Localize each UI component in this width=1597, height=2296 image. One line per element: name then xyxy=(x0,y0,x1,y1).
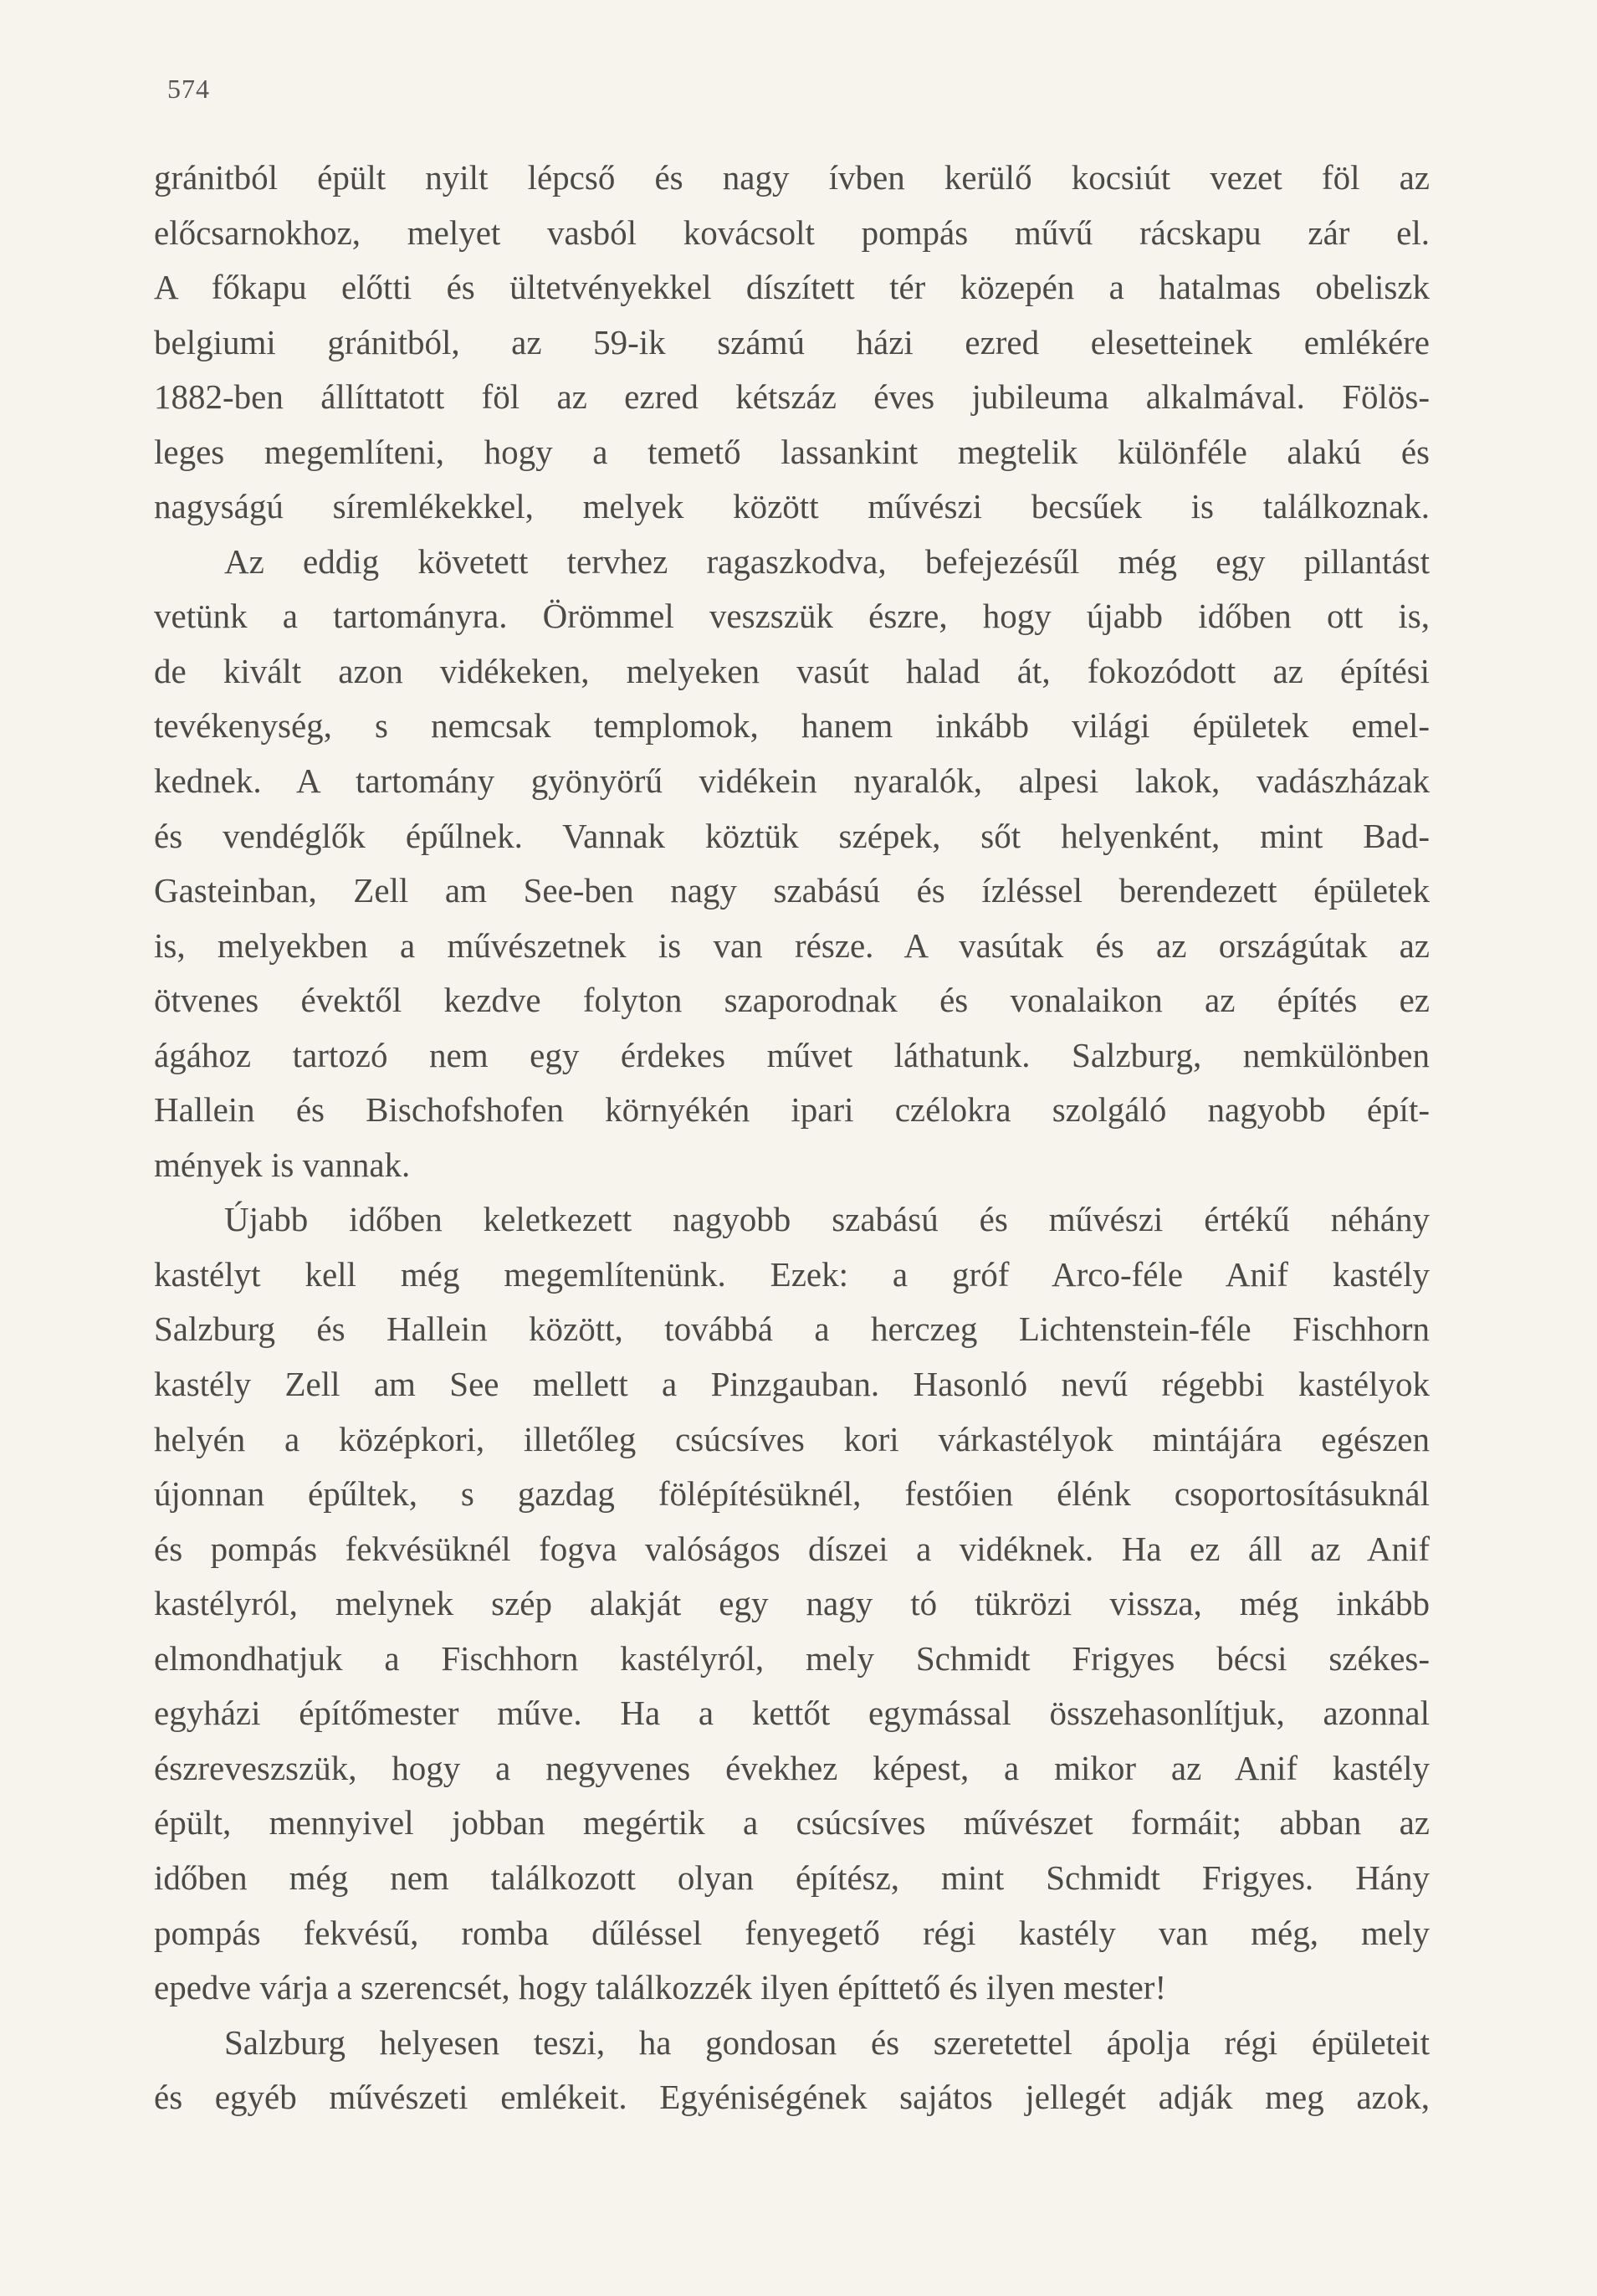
text-line: és pompás fekvésüknél fogva valóságos díszei a vidéknek. Ha ez áll az Anif xyxy=(154,1529,1430,1568)
text-line: vetünk a tartományra. Örömmel veszszük észre, hogy újabb időben ott is, xyxy=(154,597,1430,636)
text-line: Az eddig követett tervhez ragaszkodva, befejezésűl még egy pillantást xyxy=(224,541,1430,581)
text-line: A főkapu előtti és ültetvényekkel díszített tér közepén a hatalmas obeliszk xyxy=(154,268,1430,307)
text-line: pompás fekvésű, romba dűléssel fenyegető régi kastély van még, mely xyxy=(154,1913,1430,1952)
text-line: is, melyekben a művészetnek is van része. A vasútak és az országútak az xyxy=(154,925,1430,965)
text-line: tevékenység, s nemcsak templomok, hanem inkább világi épületek emel- xyxy=(154,706,1430,746)
text-line: és egyéb művészeti emlékeit. Egyéniségének sajátos jellegét adják meg azok, xyxy=(154,2078,1430,2117)
text-line: kastélyról, melynek szép alakját egy nagy tó tükrözi vissza, még inkább xyxy=(154,1584,1430,1623)
text-line: ötvenes évektől kezdve folyton szaporodnak és vonalaikon az építés ez xyxy=(154,981,1430,1020)
text-line: helyén a középkori, illetőleg csúcsíves kori várkastélyok mintájára egészen xyxy=(154,1419,1430,1458)
text-line: nagyságú síremlékekkel, melyek között művészi becsűek is találkoznak. xyxy=(154,487,1430,526)
text-line: kastély Zell am See mellett a Pinzgauban. Hasonló nevű régebbi kastélyok xyxy=(154,1365,1430,1404)
text-line: időben még nem találkozott olyan építész, mint Schmidt Frigyes. Hány xyxy=(154,1858,1430,1897)
text-line: ágához tartozó nem egy érdekes művet láthatunk. Salzburg, nemkülönben xyxy=(154,1035,1430,1074)
text-line: Gasteinban, Zell am See-ben nagy szabású és ízléssel berendezett épületek xyxy=(154,871,1430,910)
text-line: Salzburg és Hallein között, továbbá a herczeg Lichtenstein-féle Fischhorn xyxy=(154,1309,1430,1349)
text-line: elmondhatjuk a Fischhorn kastélyról, mely Schmidt Frigyes bécsi székes- xyxy=(154,1638,1430,1678)
text-line: leges megemlíteni, hogy a temető lassankint megtelik különféle alakú és xyxy=(154,432,1430,471)
text-line: épült, mennyivel jobban megértik a csúcsíves művészet formáit; abban az xyxy=(154,1803,1430,1842)
text-line: észreveszszük, hogy a negyvenes évekhez képest, a mikor az Anif kastély xyxy=(154,1748,1430,1787)
text-line: epedve várja a szerencsét, hogy találkozzék ilyen építtető és ilyen mester! xyxy=(154,1968,1167,2007)
text-line: kastélyt kell még megemlítenünk. Ezek: a gróf Arco-féle Anif kastély xyxy=(154,1254,1430,1294)
text-line: Újabb időben keletkezett nagyobb szabású és művészi értékű néhány xyxy=(224,1200,1430,1239)
text-line: előcsarnokhoz, melyet vasból kovácsolt pompás művű rácskapu zár el. xyxy=(154,213,1430,252)
text-line: és vendéglők épűlnek. Vannak köztük szépek, sőt helyenként, mint Bad- xyxy=(154,816,1430,855)
text-line: mények is vannak. xyxy=(154,1145,411,1184)
page-number: 574 xyxy=(167,74,210,104)
text-line: de kivált azon vidékeken, melyeken vasút halad át, fokozódott az építési xyxy=(154,651,1430,690)
text-line: egyházi építőmester műve. Ha a kettőt egymással összehasonlítjuk, azonnal xyxy=(154,1694,1430,1733)
body-text xyxy=(154,151,1430,2125)
text-line: kednek. A tartomány gyönyörű vidékein nyaralók, alpesi lakok, vadászházak xyxy=(154,761,1430,801)
text-line: 1882-ben állíttatott föl az ezred kétszáz éves jubileuma alkalmával. Fölös- xyxy=(154,377,1430,417)
text-line: újonnan épűltek, s gazdag fölépítésüknél, festőien élénk csoportosításuknál xyxy=(154,1474,1430,1514)
text-line: Hallein és Bischofshofen környékén ipari czélokra szolgáló nagyobb épít- xyxy=(154,1090,1430,1130)
text-line: gránitból épült nyilt lépcső és nagy ívben kerülő kocsiút vezet föl az xyxy=(154,158,1430,197)
text-line: belgiumi gránitból, az 59-ik számú házi ezred elesetteinek emlékére xyxy=(154,322,1430,361)
text-line: Salzburg helyesen teszi, ha gondosan és szeretettel ápolja régi épületeit xyxy=(224,2022,1430,2062)
